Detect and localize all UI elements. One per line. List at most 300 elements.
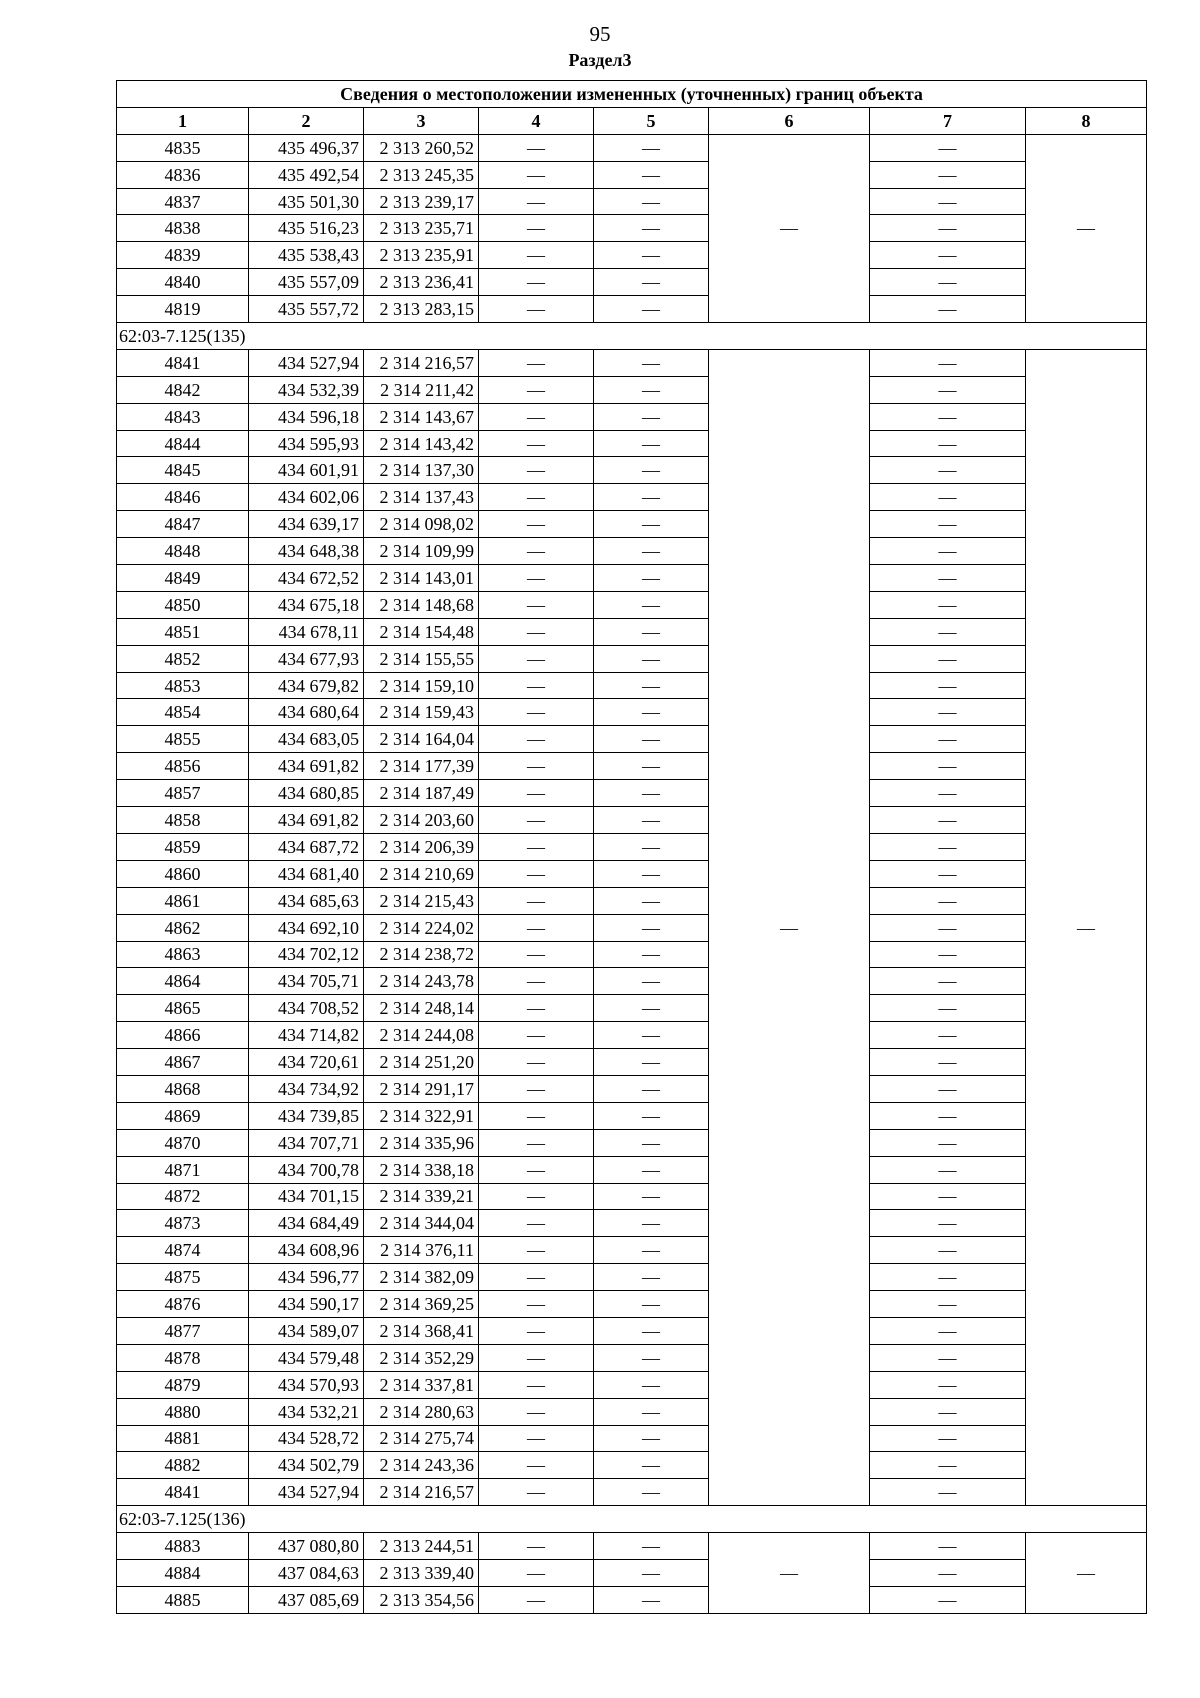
y-coordinate-cell: 2 314 224,02 [364,914,479,941]
point-number-cell: 4882 [117,1452,249,1479]
column-header: 5 [594,107,709,134]
y-coordinate-cell: 2 313 235,91 [364,242,479,269]
col7-cell: — [870,1371,1026,1398]
y-coordinate-cell: 2 314 376,11 [364,1237,479,1264]
col4-cell: — [479,807,594,834]
x-coordinate-cell: 434 639,17 [249,511,364,538]
col7-cell: — [870,618,1026,645]
col7-cell: — [870,215,1026,242]
table-row [117,215,1147,242]
table-row [117,672,1147,699]
x-coordinate-cell: 434 700,78 [249,1156,364,1183]
y-coordinate-cell: 2 314 143,67 [364,403,479,430]
x-coordinate-cell: 434 579,48 [249,1344,364,1371]
col5-cell: — [594,1183,709,1210]
col4-cell: — [479,672,594,699]
col7-cell: — [870,968,1026,995]
point-number-cell: 4841 [117,349,249,376]
table-row [117,726,1147,753]
y-coordinate-cell: 2 314 352,29 [364,1344,479,1371]
y-coordinate-cell: 2 314 244,08 [364,1022,479,1049]
col4-cell: — [479,887,594,914]
col5-cell: — [594,538,709,565]
point-number-cell: 4875 [117,1264,249,1291]
col7-cell: — [870,995,1026,1022]
point-number-cell: 4856 [117,753,249,780]
x-coordinate-cell: 434 691,82 [249,807,364,834]
y-coordinate-cell: 2 314 248,14 [364,995,479,1022]
col7-cell: — [870,1102,1026,1129]
table-row [117,242,1147,269]
page-number: 95 [589,22,611,46]
table-row [117,349,1147,376]
group-label-row [117,323,1147,350]
col4-cell: — [479,1586,594,1613]
col7-cell: — [870,1452,1026,1479]
col6-merged-cell: — [709,134,870,322]
col4-cell: — [479,1291,594,1318]
x-coordinate-cell: 434 680,64 [249,699,364,726]
x-coordinate-cell: 434 680,85 [249,780,364,807]
section-title: Раздел3 [568,50,632,70]
col4-cell: — [479,1317,594,1344]
col7-cell: — [870,941,1026,968]
col5-cell: — [594,1210,709,1237]
x-coordinate-cell: 434 589,07 [249,1317,364,1344]
col5-cell: — [594,188,709,215]
table-row [117,1291,1147,1318]
col4-cell: — [479,1049,594,1076]
column-header: 3 [364,107,479,134]
point-number-cell: 4819 [117,296,249,323]
col4-cell: — [479,780,594,807]
point-number-cell: 4841 [117,1479,249,1506]
point-number-cell: 4842 [117,376,249,403]
x-coordinate-cell: 434 596,77 [249,1264,364,1291]
table-row [117,1479,1147,1506]
column-header: 7 [870,107,1026,134]
point-number-cell: 4853 [117,672,249,699]
col4-cell: — [479,349,594,376]
col7-cell: — [870,161,1026,188]
x-coordinate-cell: 434 528,72 [249,1425,364,1452]
table-row [117,538,1147,565]
table-row [117,1533,1147,1560]
point-number-cell: 4850 [117,591,249,618]
col4-cell: — [479,134,594,161]
col4-cell: — [479,511,594,538]
col6-merged-cell: — [709,349,870,1505]
table-caption: Сведения о местоположении измененных (уточненных) границ объекта [117,81,1147,108]
point-number-cell: 4848 [117,538,249,565]
point-number-cell: 4835 [117,134,249,161]
col5-cell: — [594,242,709,269]
col5-cell: — [594,1156,709,1183]
col5-cell: — [594,134,709,161]
point-number-cell: 4885 [117,1586,249,1613]
col7-cell: — [870,1317,1026,1344]
col4-cell: — [479,403,594,430]
table-row [117,1129,1147,1156]
col4-cell: — [479,968,594,995]
column-header: 8 [1026,107,1147,134]
col5-cell: — [594,968,709,995]
table-row [117,565,1147,592]
col4-cell: — [479,753,594,780]
x-coordinate-cell: 434 502,79 [249,1452,364,1479]
col4-cell: — [479,1237,594,1264]
col4-cell: — [479,1102,594,1129]
y-coordinate-cell: 2 314 210,69 [364,860,479,887]
col7-cell: — [870,1049,1026,1076]
col7-cell: — [870,1559,1026,1586]
col4-cell: — [479,430,594,457]
col7-cell: — [870,349,1026,376]
col5-cell: — [594,1371,709,1398]
col7-cell: — [870,1129,1026,1156]
col7-cell: — [870,511,1026,538]
y-coordinate-cell: 2 314 322,91 [364,1102,479,1129]
y-coordinate-cell: 2 314 238,72 [364,941,479,968]
x-coordinate-cell: 434 679,82 [249,672,364,699]
point-number-cell: 4883 [117,1533,249,1560]
point-number-cell: 4874 [117,1237,249,1264]
col7-cell: — [870,1398,1026,1425]
col4-cell: — [479,296,594,323]
col4-cell: — [479,1371,594,1398]
x-coordinate-cell: 434 705,71 [249,968,364,995]
col5-cell: — [594,807,709,834]
table-row [117,860,1147,887]
col4-cell: — [479,1210,594,1237]
x-coordinate-cell: 434 678,11 [249,618,364,645]
point-number-cell: 4868 [117,1075,249,1102]
table-row [117,887,1147,914]
col7-cell: — [870,1264,1026,1291]
x-coordinate-cell: 434 570,93 [249,1371,364,1398]
col7-cell: — [870,1425,1026,1452]
x-coordinate-cell: 434 702,12 [249,941,364,968]
x-coordinate-cell: 434 685,63 [249,887,364,914]
col5-cell: — [594,914,709,941]
col7-cell: — [870,1237,1026,1264]
point-number-cell: 4855 [117,726,249,753]
x-coordinate-cell: 435 501,30 [249,188,364,215]
y-coordinate-cell: 2 314 339,21 [364,1183,479,1210]
table-row [117,807,1147,834]
point-number-cell: 4877 [117,1317,249,1344]
y-coordinate-cell: 2 314 159,43 [364,699,479,726]
col4-cell: — [479,1129,594,1156]
point-number-cell: 4843 [117,403,249,430]
col5-cell: — [594,376,709,403]
table-row [117,1317,1147,1344]
table-row [117,968,1147,995]
col7-cell: — [870,1586,1026,1613]
col7-cell: — [870,726,1026,753]
table-row [117,699,1147,726]
x-coordinate-cell: 434 532,21 [249,1398,364,1425]
col8-merged-cell: — [1026,1533,1147,1614]
table-row [117,1237,1147,1264]
table-row [117,753,1147,780]
col5-cell: — [594,269,709,296]
col7-cell: — [870,1533,1026,1560]
coordinates-table [116,80,1147,1614]
y-coordinate-cell: 2 314 291,17 [364,1075,479,1102]
y-coordinate-cell: 2 314 109,99 [364,538,479,565]
x-coordinate-cell: 437 084,63 [249,1559,364,1586]
table-row [117,403,1147,430]
y-coordinate-cell: 2 314 215,43 [364,887,479,914]
table-row [117,430,1147,457]
point-number-cell: 4872 [117,1183,249,1210]
x-coordinate-cell: 434 527,94 [249,1479,364,1506]
y-coordinate-cell: 2 313 244,51 [364,1533,479,1560]
point-number-cell: 4840 [117,269,249,296]
col4-cell: — [479,618,594,645]
col4-cell: — [479,591,594,618]
x-coordinate-cell: 434 601,91 [249,457,364,484]
table-row [117,645,1147,672]
col5-cell: — [594,1398,709,1425]
x-coordinate-cell: 435 557,09 [249,269,364,296]
table-row [117,1398,1147,1425]
y-coordinate-cell: 2 314 344,04 [364,1210,479,1237]
table-row [117,833,1147,860]
col7-cell: — [870,269,1026,296]
point-number-cell: 4846 [117,484,249,511]
y-coordinate-cell: 2 314 148,68 [364,591,479,618]
table-row [117,1344,1147,1371]
col5-cell: — [594,565,709,592]
col4-cell: — [479,538,594,565]
point-number-cell: 4881 [117,1425,249,1452]
col5-cell: — [594,887,709,914]
col4-cell: — [479,699,594,726]
table-row [117,296,1147,323]
col4-cell: — [479,269,594,296]
col4-cell: — [479,1479,594,1506]
col7-cell: — [870,833,1026,860]
col4-cell: — [479,376,594,403]
col5-cell: — [594,1022,709,1049]
x-coordinate-cell: 434 739,85 [249,1102,364,1129]
col7-cell: — [870,376,1026,403]
x-coordinate-cell: 434 590,17 [249,1291,364,1318]
point-number-cell: 4870 [117,1129,249,1156]
table-row [117,1452,1147,1479]
x-coordinate-cell: 435 538,43 [249,242,364,269]
y-coordinate-cell: 2 314 154,48 [364,618,479,645]
col4-cell: — [479,1533,594,1560]
column-header-row [117,107,1147,134]
point-number-cell: 4854 [117,699,249,726]
col7-cell: — [870,188,1026,215]
x-coordinate-cell: 434 527,94 [249,349,364,376]
col4-cell: — [479,833,594,860]
col5-cell: — [594,403,709,430]
col7-cell: — [870,591,1026,618]
y-coordinate-cell: 2 314 187,49 [364,780,479,807]
col7-cell: — [870,1022,1026,1049]
x-coordinate-cell: 435 496,37 [249,134,364,161]
table-row [117,914,1147,941]
x-coordinate-cell: 434 596,18 [249,403,364,430]
col7-cell: — [870,860,1026,887]
col7-cell: — [870,1156,1026,1183]
col5-cell: — [594,1317,709,1344]
col7-cell: — [870,1479,1026,1506]
point-number-cell: 4880 [117,1398,249,1425]
x-coordinate-cell: 434 672,52 [249,565,364,592]
col5-cell: — [594,753,709,780]
x-coordinate-cell: 434 684,49 [249,1210,364,1237]
col7-cell: — [870,484,1026,511]
col4-cell: — [479,565,594,592]
y-coordinate-cell: 2 313 283,15 [364,296,479,323]
col7-cell: — [870,1344,1026,1371]
x-coordinate-cell: 434 720,61 [249,1049,364,1076]
y-coordinate-cell: 2 314 137,30 [364,457,479,484]
y-coordinate-cell: 2 314 337,81 [364,1371,479,1398]
col5-cell: — [594,941,709,968]
table-row [117,457,1147,484]
col8-merged-cell: — [1026,349,1147,1505]
table-row [117,780,1147,807]
col4-cell: — [479,941,594,968]
y-coordinate-cell: 2 313 236,41 [364,269,479,296]
col4-cell: — [479,1559,594,1586]
table-row [117,1210,1147,1237]
y-coordinate-cell: 2 313 235,71 [364,215,479,242]
x-coordinate-cell: 434 532,39 [249,376,364,403]
col5-cell: — [594,296,709,323]
col5-cell: — [594,1479,709,1506]
col5-cell: — [594,699,709,726]
point-number-cell: 4839 [117,242,249,269]
x-coordinate-cell: 434 734,92 [249,1075,364,1102]
col5-cell: — [594,1129,709,1156]
x-coordinate-cell: 434 692,10 [249,914,364,941]
point-number-cell: 4844 [117,430,249,457]
x-coordinate-cell: 434 708,52 [249,995,364,1022]
col7-cell: — [870,403,1026,430]
y-coordinate-cell: 2 314 164,04 [364,726,479,753]
x-coordinate-cell: 435 557,72 [249,296,364,323]
point-number-cell: 4884 [117,1559,249,1586]
column-header: 2 [249,107,364,134]
x-coordinate-cell: 434 681,40 [249,860,364,887]
table-row [117,1049,1147,1076]
point-number-cell: 4837 [117,188,249,215]
col4-cell: — [479,1452,594,1479]
y-coordinate-cell: 2 313 260,52 [364,134,479,161]
x-coordinate-cell: 434 707,71 [249,1129,364,1156]
col4-cell: — [479,1075,594,1102]
group-label: 62:03-7.125(135) [117,323,1147,350]
y-coordinate-cell: 2 314 335,96 [364,1129,479,1156]
x-coordinate-cell: 435 516,23 [249,215,364,242]
y-coordinate-cell: 2 314 216,57 [364,1479,479,1506]
col5-cell: — [594,1344,709,1371]
point-number-cell: 4879 [117,1371,249,1398]
point-number-cell: 4858 [117,807,249,834]
point-number-cell: 4869 [117,1102,249,1129]
y-coordinate-cell: 2 314 368,41 [364,1317,479,1344]
point-number-cell: 4862 [117,914,249,941]
column-header: 1 [117,107,249,134]
y-coordinate-cell: 2 314 280,63 [364,1398,479,1425]
col4-cell: — [479,215,594,242]
point-number-cell: 4864 [117,968,249,995]
x-coordinate-cell: 434 648,38 [249,538,364,565]
table-row [117,1075,1147,1102]
col5-cell: — [594,161,709,188]
col4-cell: — [479,1344,594,1371]
x-coordinate-cell: 434 691,82 [249,753,364,780]
group-label: 62:03-7.125(136) [117,1506,1147,1533]
col8-merged-cell: — [1026,134,1147,322]
y-coordinate-cell: 2 314 243,36 [364,1452,479,1479]
point-number-cell: 4866 [117,1022,249,1049]
col7-cell: — [870,242,1026,269]
col5-cell: — [594,1291,709,1318]
col7-cell: — [870,1075,1026,1102]
y-coordinate-cell: 2 314 155,55 [364,645,479,672]
col4-cell: — [479,1398,594,1425]
col7-cell: — [870,296,1026,323]
group-label-row [117,1506,1147,1533]
col4-cell: — [479,457,594,484]
col7-cell: — [870,457,1026,484]
col4-cell: — [479,484,594,511]
point-number-cell: 4861 [117,887,249,914]
col5-cell: — [594,1586,709,1613]
y-coordinate-cell: 2 314 143,42 [364,430,479,457]
point-number-cell: 4865 [117,995,249,1022]
table-row [117,1586,1147,1613]
col5-cell: — [594,511,709,538]
x-coordinate-cell: 434 608,96 [249,1237,364,1264]
col7-cell: — [870,538,1026,565]
col4-cell: — [479,645,594,672]
col7-cell: — [870,672,1026,699]
col7-cell: — [870,780,1026,807]
table-row [117,188,1147,215]
y-coordinate-cell: 2 314 338,18 [364,1156,479,1183]
table-row [117,1264,1147,1291]
col4-cell: — [479,1264,594,1291]
col5-cell: — [594,672,709,699]
table-row [117,1156,1147,1183]
col7-cell: — [870,807,1026,834]
column-header: 4 [479,107,594,134]
x-coordinate-cell: 434 595,93 [249,430,364,457]
table-row [117,134,1147,161]
x-coordinate-cell: 434 602,06 [249,484,364,511]
point-number-cell: 4863 [117,941,249,968]
y-coordinate-cell: 2 314 098,02 [364,511,479,538]
table-row [117,511,1147,538]
table-row [117,941,1147,968]
table-row [117,1559,1147,1586]
col5-cell: — [594,1533,709,1560]
point-number-cell: 4857 [117,780,249,807]
col5-cell: — [594,995,709,1022]
point-number-cell: 4851 [117,618,249,645]
x-coordinate-cell: 434 677,93 [249,645,364,672]
